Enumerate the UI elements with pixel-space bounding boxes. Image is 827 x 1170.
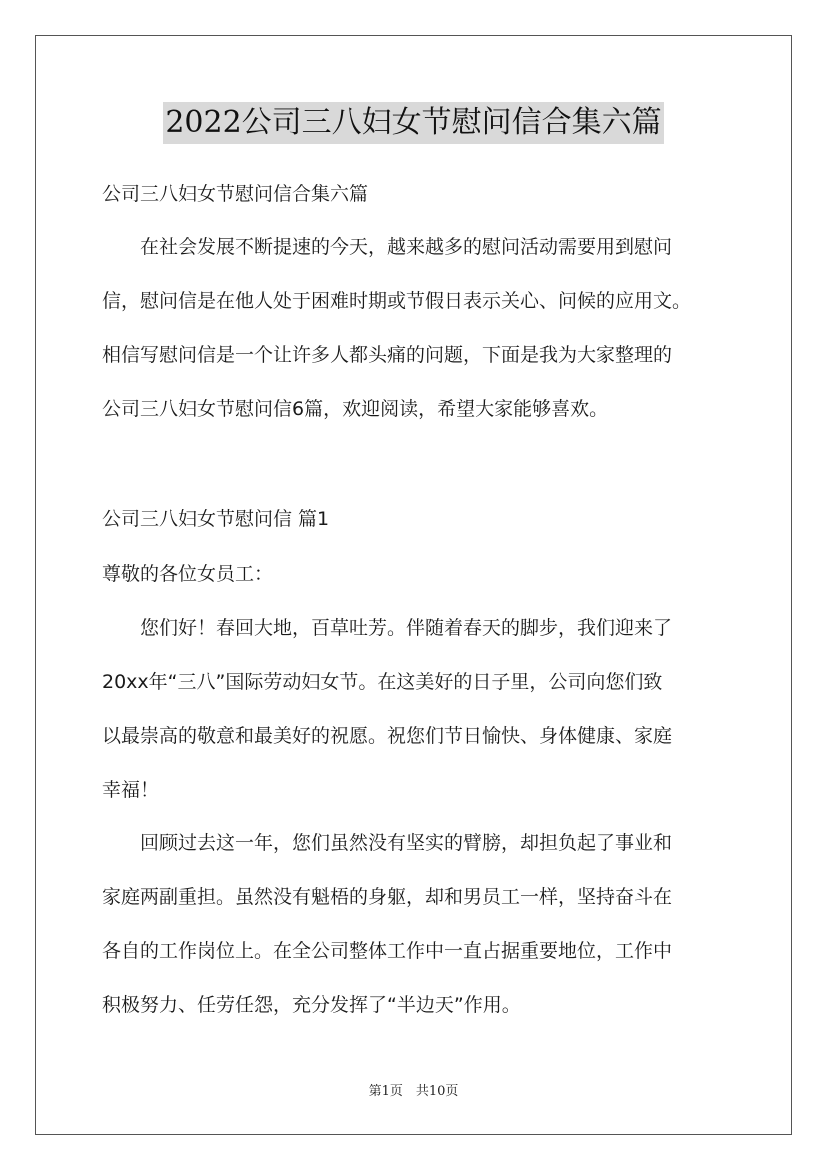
section-heading: 公司三八妇女节慰问信 篇1	[102, 508, 330, 530]
title-container	[0, 102, 827, 144]
intro-heading: 公司三八妇女节慰问信合集六篇	[102, 183, 369, 205]
salutation: 尊敬的各位女员工：	[102, 563, 274, 585]
paragraph-line: 以最崇高的敬意和最美好的祝愿。祝您们节日愉快、身体健康、家庭	[102, 725, 673, 747]
paragraph-line: 信，慰问信是在他人处于困难时期或节假日表示关心、问候的应用文。	[102, 290, 692, 312]
paragraph-line: 回顾过去这一年，您们虽然没有坚实的臂膀，却担负起了事业和	[102, 832, 673, 854]
page-footer: 第1页 共10页	[368, 1084, 459, 1099]
paragraph-line: 20xx年“三八”国际劳动妇女节。在这美好的日子里，公司向您们致	[102, 671, 663, 693]
paragraph-line: 家庭两副重担。虽然没有魁梧的身躯，却和男员工一样，坚持奋斗在	[102, 886, 673, 908]
paragraph-line: 各自的工作岗位上。在全公司整体工作中一直占据重要地位，工作中	[102, 940, 673, 962]
paragraph-line: 在社会发展不断提速的今天，越来越多的慰问活动需要用到慰问	[102, 236, 673, 258]
paragraph-line: 公司三八妇女节慰问信6篇，欢迎阅读，希望大家能够喜欢。	[102, 398, 609, 420]
document-title: 2022公司三八妇女节慰问信合集六篇	[163, 102, 663, 144]
paragraph-line: 您们好！春回大地，百草吐芳。伴随着春天的脚步，我们迎来了	[102, 617, 673, 639]
paragraph-line: 相信写慰问信是一个让许多人都头痛的问题，下面是我为大家整理的	[102, 344, 673, 366]
paragraph-line: 积极努力、任劳任怨，充分发挥了“半边天”作用。	[102, 994, 521, 1016]
paragraph-line: 幸福！	[102, 779, 160, 801]
